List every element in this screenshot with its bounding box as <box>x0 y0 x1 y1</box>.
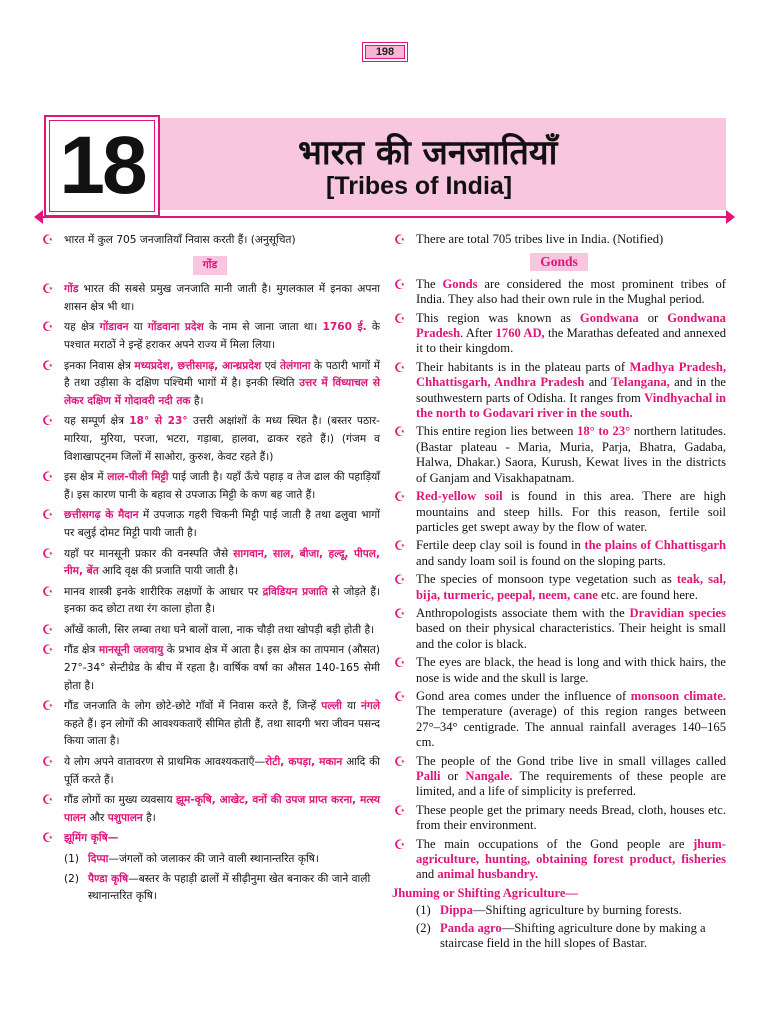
chapter-number-box <box>44 115 160 217</box>
header-divider <box>40 216 728 218</box>
sub-list <box>392 903 726 951</box>
list-item: ☪ The Gonds are considered the most prominent tribes of India. They also had their own rule in the Mughal period. <box>394 276 726 307</box>
list-item: ☪ The eyes are black, the head is long and with thick hairs, the nose is wide and the skull is large. <box>394 655 726 685</box>
moon-bullet-icon: ☪ <box>394 688 406 704</box>
list-item: ☪ मानव शास्त्री इनके शारीरिक लक्षणों के आधार पर द्रविडियन प्रजाति से जोड़ते हैं। इनका कद छोटा तथा रंग काला होता है। <box>42 584 381 616</box>
moon-bullet-icon: ☪ <box>394 605 406 621</box>
list-item: ☪ Red-yellow soil is found in this area. There are high mountains and steep hills. For this reason, fertile soil particles get swept away by the flow of water. <box>394 489 726 534</box>
sub-heading: Jhuming or Shifting Agriculture— <box>392 885 579 900</box>
moon-bullet-icon: ☪ <box>42 546 54 562</box>
list-item: ☪ इनका निवास क्षेत्र मध्यप्रदेश, छत्तीसगढ़, आन्ध्रप्रदेश एवं तेलंगाना के पठारी भागों में है तथा उड़ीसा के दक्षिण पश्चिमी भागों में है। इनकी स्थिति उत्तर में विंध्याचल से लेकर दक्षिण में गोदावरी नदी तक है। <box>42 358 380 407</box>
chapter-number: 18 <box>59 120 145 211</box>
sub-list-item: (1) Dippa—Shifting agriculture by burning forests. <box>416 903 682 918</box>
moon-bullet-icon: ☪ <box>42 622 54 638</box>
list-item: ☪ गौंड क्षेत्र मानसूनी जलवायु के प्रभाव क्षेत्र में आता है। इस क्षेत्र का तापमान (औसत) 27°-34° सेन्टीग्रेड के बीच में रहता है। वार्षिक वर्षा का औसत 140-165 सेमी होता है। <box>42 643 380 692</box>
section-heading: गोंड <box>40 256 380 276</box>
list-item: ☪ यह क्षेत्र गोंडावन या गोंडवाना प्रदेश के नाम से जाना जाता था। 1760 ई. के पश्चात मराठों ने इन्हें हराकर अपने राज्य में मिला लिया। <box>42 320 380 351</box>
moon-bullet-icon: ☪ <box>394 572 406 588</box>
chapter-title-english: [Tribes of India] <box>326 172 513 200</box>
moon-bullet-icon: ☪ <box>394 836 406 852</box>
moon-bullet-icon: ☪ <box>394 489 406 505</box>
english-column <box>392 232 726 953</box>
moon-bullet-icon: ☪ <box>42 282 54 298</box>
moon-bullet-icon: ☪ <box>42 414 54 430</box>
hindi-column <box>40 232 380 908</box>
list-item: ☪ The main occupations of the Gond people are jhum-agriculture, hunting, obtaining forest product, fisheries and animal husbandry. <box>394 836 726 882</box>
list-item: ☪ This entire region lies between 18° to 23° northern latitudes. (Bastar plateau - Maria, Muria, Parja, Bhatra, Gadaba, Halwa, Dhakar.) Saora, Kurush, Kewat lives in the districts of Ganjam and Visakhapatnam. <box>394 424 727 485</box>
list-item: ☪ झूमिंग कृषि— <box>42 831 119 847</box>
list-item: ☪ This region was known as Gondwana or Gondwana Pradesh. After 1760 AD, the Marathas defeated and annexed it to their kingdom. <box>394 310 726 356</box>
sub-list-item: (2) पैण्डा कृषि—बस्तर के पहाड़ी ढालों में सीढ़ीनुमा खेत बनाकर की जाने वाली स्थानान्तरित कृषि। <box>64 872 371 903</box>
sub-list-item: (1) दिप्पा—जंगलों को जलाकर की जाने वाली स्थानान्तरित कृषि। <box>64 853 319 865</box>
moon-bullet-icon: ☪ <box>42 508 54 524</box>
moon-bullet-icon: ☪ <box>42 643 54 659</box>
moon-bullet-icon: ☪ <box>42 793 54 809</box>
moon-bullet-icon: ☪ <box>42 755 54 771</box>
chapter-title-hindi: भारत की जनजातियाँ <box>298 133 558 173</box>
list-item: ☪ गौंड जनजाति के लोग छोटे-छोटे गाँवों में निवास करते हैं, जिन्हें पल्ली या नंगले कहते हैं। इन लोगों की आवश्यकताएँ सीमित होती हैं, तथा सादगी भरा जीवन पसन्द किया जाता है। <box>42 699 381 748</box>
sub-list-item: (2) Panda agro—Shifting agriculture done by making a staircase field in the hill slopes of Bastar. <box>416 920 706 951</box>
moon-bullet-icon: ☪ <box>394 232 406 247</box>
list-item: ☪ Fertile deep clay soil is found in the plains of Chhattisgarh and sandy loam soil is found on the sloping parts. <box>394 538 726 568</box>
moon-bullet-icon: ☪ <box>42 699 54 715</box>
sub-list <box>40 851 380 906</box>
list-item: ☪ ये लोग अपने वातावरण से प्राथमिक आवश्यकताएँ—रोटी, कपड़ा, मकान आदि की पूर्ति करते हैं। <box>42 755 380 786</box>
section-heading: Gonds <box>392 253 726 270</box>
moon-bullet-icon: ☪ <box>394 538 406 554</box>
moon-bullet-icon: ☪ <box>394 276 406 292</box>
list-item: ☪ गोंड भारत की सबसे प्रमुख जनजाति मानी जाती है। मुगलकाल में इनका अपना शासन क्षेत्र भी था। <box>42 282 380 313</box>
page-number: 198 <box>365 45 405 59</box>
moon-bullet-icon: ☪ <box>394 753 406 769</box>
moon-bullet-icon: ☪ <box>394 802 406 818</box>
moon-bullet-icon: ☪ <box>394 424 406 440</box>
list-item: ☪ यहाँ पर मानसूनी प्रकार की वनस्पति जैसे सागवान, साल, बीजा, हल्दू, पीपल, नीम, बेंत आदि वृक्ष की प्रजाति पायी जाती है। <box>42 546 380 578</box>
list-item: ☪ The people of the Gond tribe live in small villages called Palli or Nangale. The requirements of these people are limited, and a life of simplicity is preferred. <box>394 753 727 799</box>
moon-bullet-icon: ☪ <box>42 470 54 486</box>
list-item: ☪ Gond area comes under the influence of monsoon climate. The temperature (average) of this region ranges between 27°–34° centigrade. The annual rainfall averages 140–165 cm. <box>394 688 727 750</box>
moon-bullet-icon: ☪ <box>394 655 406 671</box>
list-item: ☪ The species of monsoon type vegetation such as teak, sal, bija, turmeric, peepal, neem, cane etc. are found here. <box>394 572 726 602</box>
moon-bullet-icon: ☪ <box>42 584 54 600</box>
list-item: ☪ There are total 705 tribes live in India. (Notified) <box>394 232 664 247</box>
page-number-box <box>362 42 408 62</box>
divider-arrow-right <box>726 210 735 224</box>
moon-bullet-icon: ☪ <box>42 831 54 847</box>
list-item: ☪ छत्तीसगढ़ के मैदान में उपजाऊ गहरी चिकनी मिट्टी पाई जाती है तथा ढलुवा भागों पर बलुई दोमट मिट्टी पायी जाती है। <box>42 508 380 539</box>
list-item: ☪ Their habitants is in the plateau parts of Madhya Pradesh, Chhattisgarh, Andhra Pradesh and Telangana, and in the southwestern parts of Odisha. It ranges from Vindhyachal in the north to Godavari river in the south. <box>394 359 727 421</box>
list-item: ☪ यह सम्पूर्ण क्षेत्र 18° से 23° उत्तरी अक्षांशों के मध्य स्थित है। (बस्तर पठार- मारिया, मुरिया, परजा, भटरा, गड़ाबा, हालवा, ढाकर रहते हैं।) (गंजम व विशाखापट्नम जिलों में साओरा, कुरुश, केवट रहते हैं।) <box>42 414 380 463</box>
list-item: ☪ आँखें काली, सिर लम्बा तथा घने बालों वाला, नाक चौड़ी तथा खोपड़ी बड़ी होती है। <box>42 622 375 638</box>
moon-bullet-icon: ☪ <box>394 359 406 375</box>
moon-bullet-icon: ☪ <box>394 310 406 326</box>
moon-bullet-icon: ☪ <box>42 358 54 374</box>
list-item: ☪ गौंड लोगों का मुख्य व्यवसाय झूम-कृषि, आखेट, वनों की उपज प्राप्त करना, मत्स्य पालन और पशुपालन है। <box>42 793 380 824</box>
list-item: ☪ भारत में कुल 705 जनजातियाँ निवास करती हैं। (अनुसूचित) <box>42 233 296 248</box>
moon-bullet-icon: ☪ <box>42 320 54 336</box>
moon-bullet-icon: ☪ <box>42 233 54 248</box>
list-item: ☪ These people get the primary needs Bread, cloth, houses etc. from their environment. <box>394 802 726 833</box>
list-item: ☪ इस क्षेत्र में लाल-पीली मिट्टी पाई जाती है। यहाँ ऊँचे पहाड़ व तेज ढाल की पहाड़ियाँ हैं। इस कारण पानी के बहाव से उपजाऊ मिट्टी के कण बह जाते हैं। <box>42 470 380 501</box>
list-item: ☪ Anthropologists associate them with the Dravidian species based on their physical characteristics. Their height is small and the color is black. <box>394 605 726 651</box>
